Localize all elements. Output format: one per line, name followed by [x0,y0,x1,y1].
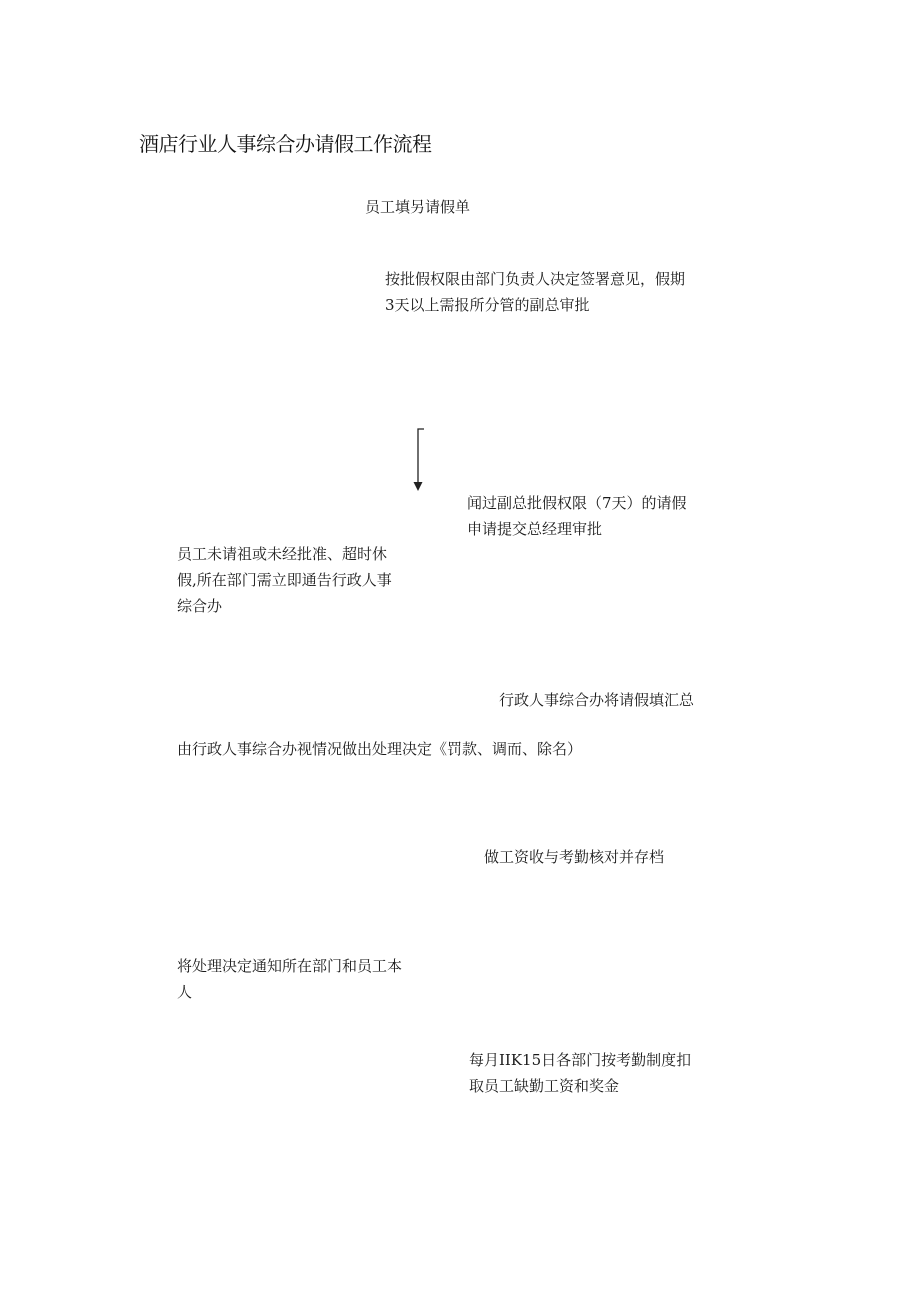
step-text: 员工填另请假单 [365,198,471,216]
step-summarize-leave [499,687,694,713]
step-text-line-1: 闻过副总批假权限（7天）的请假 [467,494,687,512]
step-text-line-2: 人 [177,983,193,1001]
step-department-approval [385,266,685,318]
step-gm-approval [467,490,687,542]
step-payroll-check [484,844,664,870]
step-text: 做工资收与考勤核对并存档 [484,848,665,866]
step-notify-decision [177,953,402,1005]
step-text-line-3: 综合办 [177,597,223,615]
step-fill-leave-form [365,194,470,220]
step-text: 行政人事综合办将请假填汇总 [499,691,695,709]
step-handling-decision [177,736,582,762]
page-title: 酒店行业人事综合办请假工作流程 [139,132,432,156]
step-text-line-2: 申请提交总经理审批 [467,520,603,538]
step-monthly-deduction [469,1047,691,1099]
step-text-line-1: 按批假权限由部门负责人决定签署意见，假期 [385,270,686,288]
down-arrow-icon [408,428,428,494]
step-text-line-1: 员工未请祖或未经批准、超时休 [177,545,388,563]
step-text-line-1: 将处理决定通知所在部门和员工本 [177,957,403,975]
step-text-line-2: 假,所在部门需立即通告行政人事 [177,571,392,589]
step-text-line-1: 每月IIK15日各部门按考勤制度扣 [469,1051,692,1069]
step-text: 由行政人事综合办视情况做出处理决定《罚款、调而、除名） [177,740,583,758]
step-unauthorized-leave [177,541,392,619]
step-text-line-2: 取员工缺勤工资和奖金 [469,1077,620,1095]
step-text-line-2: 3天以上需报所分管的副总审批 [385,296,590,314]
